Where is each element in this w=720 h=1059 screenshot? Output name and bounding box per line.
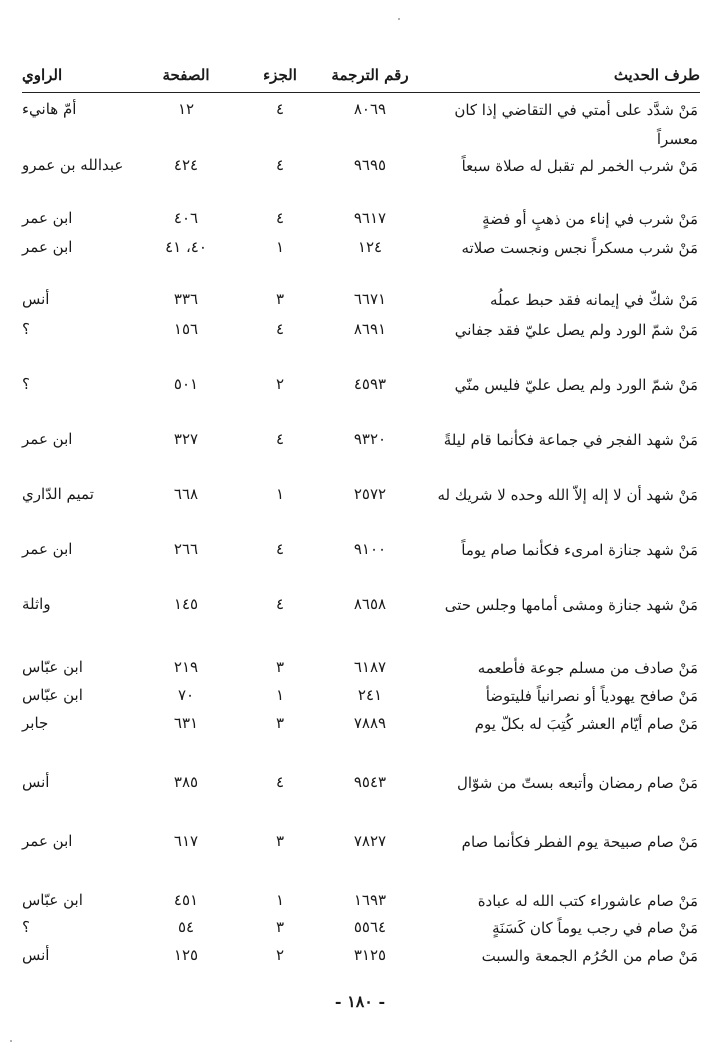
juz-number: ٣ <box>275 658 285 676</box>
page-number-cell: ٦١٧ <box>173 832 199 850</box>
rawi-name: ابن عمر <box>22 238 73 256</box>
header-hadith: طرف الحديث <box>613 66 700 84</box>
tarjama-number: ٨٦٩١ <box>353 320 387 338</box>
tarjama-number: ٩٦١٧ <box>353 209 387 227</box>
hadith-text: مَنْ شرب الخمر لم تقبل له صلاة سبعاً <box>461 157 698 175</box>
page-number-cell: ٥٠١ <box>173 375 199 393</box>
tarjama-number: ٧٨٨٩ <box>353 714 387 732</box>
tarjama-number: ٨٦٥٨ <box>353 595 387 613</box>
juz-number: ١ <box>275 891 285 909</box>
juz-number: ٤ <box>275 100 285 118</box>
rawi-name: ابن عمر <box>22 540 73 558</box>
hadith-text: مَنْ صام أيّام العشر كُتِبَ له بكلّ يوم <box>474 715 698 733</box>
tarjama-number: ٥٥٦٤ <box>353 918 387 936</box>
header-tarjama: رقم الترجمة <box>331 66 409 84</box>
page-number-cell: ١٢٥ <box>173 946 199 964</box>
juz-number: ١ <box>275 485 285 503</box>
tarjama-number: ٢٤١ <box>357 686 383 704</box>
page-number-cell: ٣٨٥ <box>173 773 199 791</box>
juz-number: ٣ <box>275 832 285 850</box>
tarjama-number: ٢٥٧٢ <box>353 485 387 503</box>
page-number-cell: ٤٥١ <box>173 891 199 909</box>
tarjama-number: ٧٨٢٧ <box>353 832 387 850</box>
page-number-cell: ١٥٦ <box>173 320 199 338</box>
rawi-name: ابن عبّاس <box>22 686 83 704</box>
hadith-text: مَنْ شمّ الورد ولم يصل عليّ فليس منّي <box>454 376 698 394</box>
page-number-cell: ٤٢٤ <box>173 156 199 174</box>
rawi-name: أنس <box>22 946 50 964</box>
hadith-text: مَنْ شهد أن لا إله إلاّ الله وحده لا شريك له <box>437 486 698 504</box>
rawi-name: ابن عبّاس <box>22 891 83 909</box>
page-number-cell: ٣٢٧ <box>173 430 199 448</box>
juz-number: ٤ <box>275 430 285 448</box>
rawi-name: تميم الدّاري <box>22 485 94 503</box>
juz-number: ٤ <box>275 773 285 791</box>
rawi-name: ابن عمر <box>22 832 73 850</box>
hadith-text: مَنْ شهد الفجر في جماعة فكأنما قام ليلةً <box>443 431 698 449</box>
rawi-name: ؟ <box>22 320 30 338</box>
rawi-name: ابن عمر <box>22 430 73 448</box>
table-header <box>22 58 700 92</box>
page-number-cell: ٦٦٨ <box>173 485 199 503</box>
rawi-name: جابر <box>22 714 49 732</box>
tarjama-number: ٤٥٩٣ <box>353 375 387 393</box>
header-page: الصفحة <box>162 66 210 84</box>
rawi-name: ؟ <box>22 918 30 936</box>
hadith-text: مَنْ شكّ في إيمانه فقد حبط عملُه <box>489 291 698 309</box>
tarjama-number: ٩٣٢٠ <box>353 430 387 448</box>
page-number: - ١٨٠ - <box>334 992 386 1011</box>
rawi-name: ابن عمر <box>22 209 73 227</box>
tarjama-number: ٦٦٧١ <box>353 290 387 308</box>
rawi-name: واثلة <box>22 595 51 613</box>
hadith-text: مَنْ صام من الحُرُم الجمعة والسبت <box>481 947 698 965</box>
hadith-text: مَنْ شهد جنازة امرىء فكأنما صام يوماً <box>461 541 698 559</box>
rawi-name: عبدالله بن عمرو <box>22 156 124 174</box>
scan-speck <box>10 1040 12 1042</box>
page-number-cell: ٤٠٦ <box>173 209 199 227</box>
hadith-text: مَنْ صافح يهودياً أو نصرانياً فليتوضأ <box>485 687 698 705</box>
juz-number: ٣ <box>275 918 285 936</box>
tarjama-number: ٩٦٩٥ <box>353 156 387 174</box>
juz-number: ٢ <box>275 946 285 964</box>
hadith-text: مَنْ صام رمضان وأتبعه بستّ من شوّال <box>456 774 698 792</box>
hadith-text: مَنْ شدَّد على أمتي في التقاضي إذا كان معسراً <box>454 101 698 148</box>
juz-number: ٤ <box>275 540 285 558</box>
page-number-cell: ١٤٥ <box>173 595 199 613</box>
hadith-text: مَنْ صادف من مسلم جوعة فأطعمه <box>477 659 698 677</box>
tarjama-number: ٨٠٦٩ <box>353 100 387 118</box>
tarjama-number: ٣١٢٥ <box>353 946 387 964</box>
juz-number: ١ <box>275 686 285 704</box>
juz-number: ٤ <box>275 320 285 338</box>
hadith-text: مَنْ شهد جنازة ومشى أمامها وجلس حتى <box>444 596 698 614</box>
juz-number: ٢ <box>275 375 285 393</box>
juz-number: ٤ <box>275 595 285 613</box>
rawi-name: أمّ هانيء <box>22 100 77 118</box>
page-number-cell: ٧٠ <box>177 686 195 704</box>
page-number-cell: ١٢ <box>177 100 195 118</box>
tarjama-number: ٦١٨٧ <box>353 658 387 676</box>
hadith-text: مَنْ شرب مسكراً نجس ونجست صلاته <box>461 239 698 257</box>
tarjama-number: ١٦٩٣ <box>353 891 387 909</box>
hadith-text: مَنْ صام صبيحة يوم الفطر فكأنما صام <box>461 833 698 851</box>
scan-speck <box>398 18 400 20</box>
hadith-text: مَنْ صام في رجب يوماً كان كَسَنَةٍ <box>492 919 698 937</box>
rawi-name: أنس <box>22 290 50 308</box>
hadith-text: مَنْ شرب في إناء من ذهبٍ أو فضةٍ <box>482 210 698 228</box>
page-number-cell: ٢١٩ <box>173 658 199 676</box>
header-rule <box>22 92 700 93</box>
juz-number: ٤ <box>275 156 285 174</box>
page-number-cell: ٣٣٦ <box>173 290 199 308</box>
juz-number: ٤ <box>275 209 285 227</box>
hadith-text: مَنْ صام عاشوراء كتب الله له عبادة <box>477 892 698 910</box>
header-juz: الجزء <box>263 66 297 84</box>
page-number-cell: ٢٦٦ <box>173 540 199 558</box>
juz-number: ٣ <box>275 714 285 732</box>
tarjama-number: ١٢٤ <box>357 238 383 256</box>
tarjama-number: ٩٥٤٣ <box>353 773 387 791</box>
page-number-cell: ٦٣١ <box>173 714 199 732</box>
rawi-name: ابن عبّاس <box>22 658 83 676</box>
rawi-name: ؟ <box>22 375 30 393</box>
page-number-cell: ٥٤ <box>177 918 195 936</box>
rawi-name: أنس <box>22 773 50 791</box>
hadith-text: مَنْ شمّ الورد ولم يصل عليّ فقد جفاني <box>454 321 698 339</box>
juz-number: ٣ <box>275 290 285 308</box>
page-number-cell: ٤٠، ٤١ <box>165 238 207 256</box>
juz-number: ١ <box>275 238 285 256</box>
header-rawi: الراوي <box>22 66 63 84</box>
tarjama-number: ٩١٠٠ <box>353 540 387 558</box>
